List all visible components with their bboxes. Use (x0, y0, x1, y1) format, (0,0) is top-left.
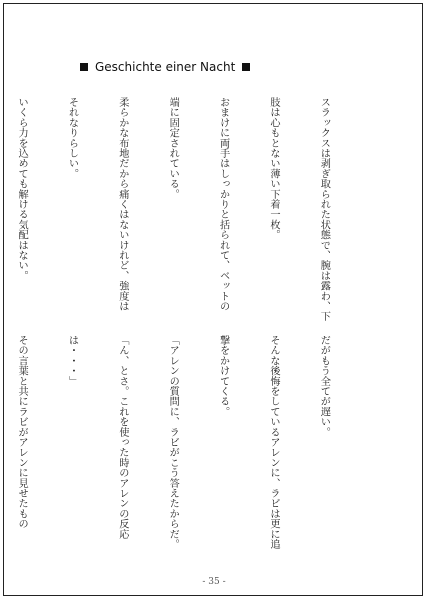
text-line: は・・・」 (66, 335, 78, 386)
text-line: おまけに両手はしっかりと括られて、ベットの (217, 97, 229, 312)
text-line: その言葉と共にラビがアレンに見せたもの (16, 335, 28, 529)
text-line: スラックスは剥ぎ取られた状態で、腕は露わ、下 (318, 97, 330, 322)
text-line: だがもう全てが遅い。 (318, 335, 330, 437)
text-line: それなりらしい。 (66, 97, 78, 179)
chapter-title: Geschichte einer Nacht (95, 60, 236, 74)
text-line: 柔らかな布地だから痛くはないけれど、強度は (116, 97, 128, 312)
text-line: 肢は心もとない薄い下着一枚。 (268, 97, 280, 240)
text-line: 撃をかけてくる。 (217, 335, 229, 417)
text-line: 「ん、とさ。これを使った時のアレンの反応 (116, 335, 128, 539)
square-bullet-icon (80, 63, 88, 71)
text-block-upper (16, 97, 365, 329)
chapter-header (80, 60, 250, 74)
text-line: そんな後悔をしているアレンに、ラビは更に追 (268, 335, 280, 550)
text-block-lower (16, 335, 365, 567)
text-line: 「アレンの質問に、ラビがこう答えたからだ。 (167, 335, 179, 550)
square-bullet-icon (242, 63, 250, 71)
text-line: 端に固定されている。 (167, 97, 179, 199)
page-number: - 35 - (202, 577, 226, 587)
text-line: いくら力を込めても解ける気配はない。 (16, 97, 28, 281)
